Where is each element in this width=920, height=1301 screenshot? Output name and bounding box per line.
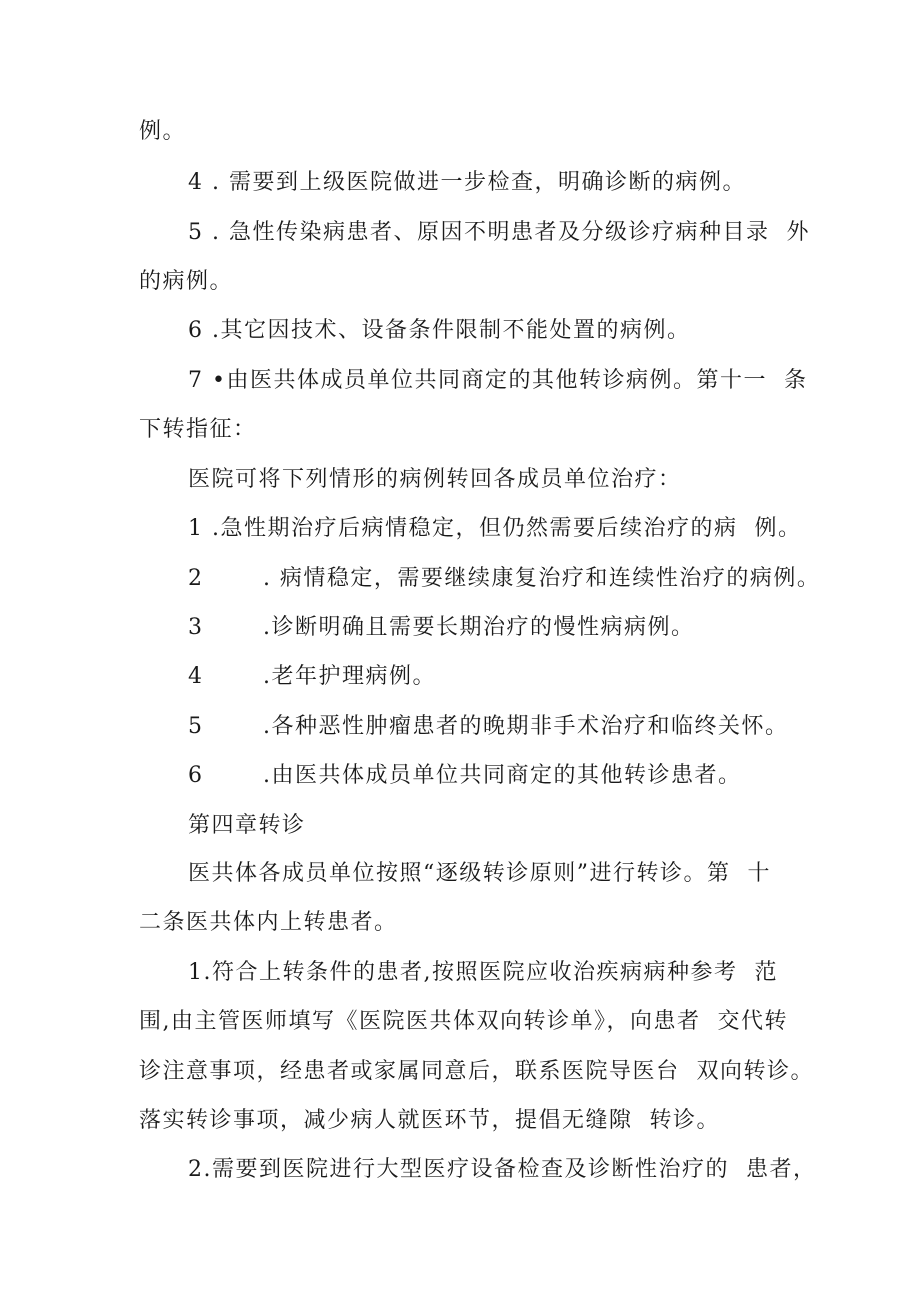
text-line: 6 .其它因技术、设备条件限制不能处置的病例。: [188, 318, 691, 343]
text-line: 围,由主管医师填写《医院医共体双向转诊单》，向患者 交代转: [139, 1009, 788, 1034]
text-line: 下转指征：: [139, 417, 257, 442]
text-line: 诊注意事项，经患者或家属同意后，联系医院导医台 双向转诊。: [139, 1059, 814, 1084]
text-line: 落实转诊事项，减少病人就医环节，提倡无缝隙 转诊。: [139, 1108, 720, 1133]
text-line: 2.需要到医院进行大型医疗设备检查及诊断性治疗的 患者，: [188, 1157, 817, 1182]
text-line: 例。: [139, 119, 187, 144]
text-line: 5 .各种恶性肿瘤患者的晚期非手术治疗和临终关怀。: [188, 714, 789, 739]
text-line: 4 . 需要到上级医院做进一步检查，明确诊断的病例。: [188, 170, 746, 195]
text-line: 二条医共体内上转患者。: [139, 910, 398, 935]
text-line: 1.符合上转条件的患者,按照医院应收治疾病病种参考 范: [188, 960, 778, 985]
text-line: 5 . 急性传染病患者、原因不明患者及分级诊疗病种目录 外: [188, 220, 810, 245]
chapter-heading: 第四章转诊: [188, 813, 306, 838]
text-line: 4 .老年护理病例。: [188, 664, 436, 689]
text-line: 7 •由医共体成员单位共同商定的其他转诊病例。第十一 条: [188, 368, 808, 393]
text-line: 的病例。: [139, 269, 234, 294]
text-line: 医共体各成员单位按照“逐级转诊原则”进行转诊。第 十: [188, 861, 771, 886]
text-line: 医院可将下列情形的病例转回各成员单位治疗：: [188, 467, 682, 492]
text-line: 3 .诊断明确且需要长期治疗的慢性病病例。: [188, 615, 695, 640]
text-line: 2 . 病情稳定，需要继续康复治疗和连续性治疗的病例。: [188, 566, 821, 591]
text-line: 1 .急性期治疗后病情稳定，但仍然需要后续治疗的病 例。: [188, 516, 802, 541]
text-line: 6 .由医共体成员单位共同商定的其他转诊患者。: [188, 763, 742, 788]
